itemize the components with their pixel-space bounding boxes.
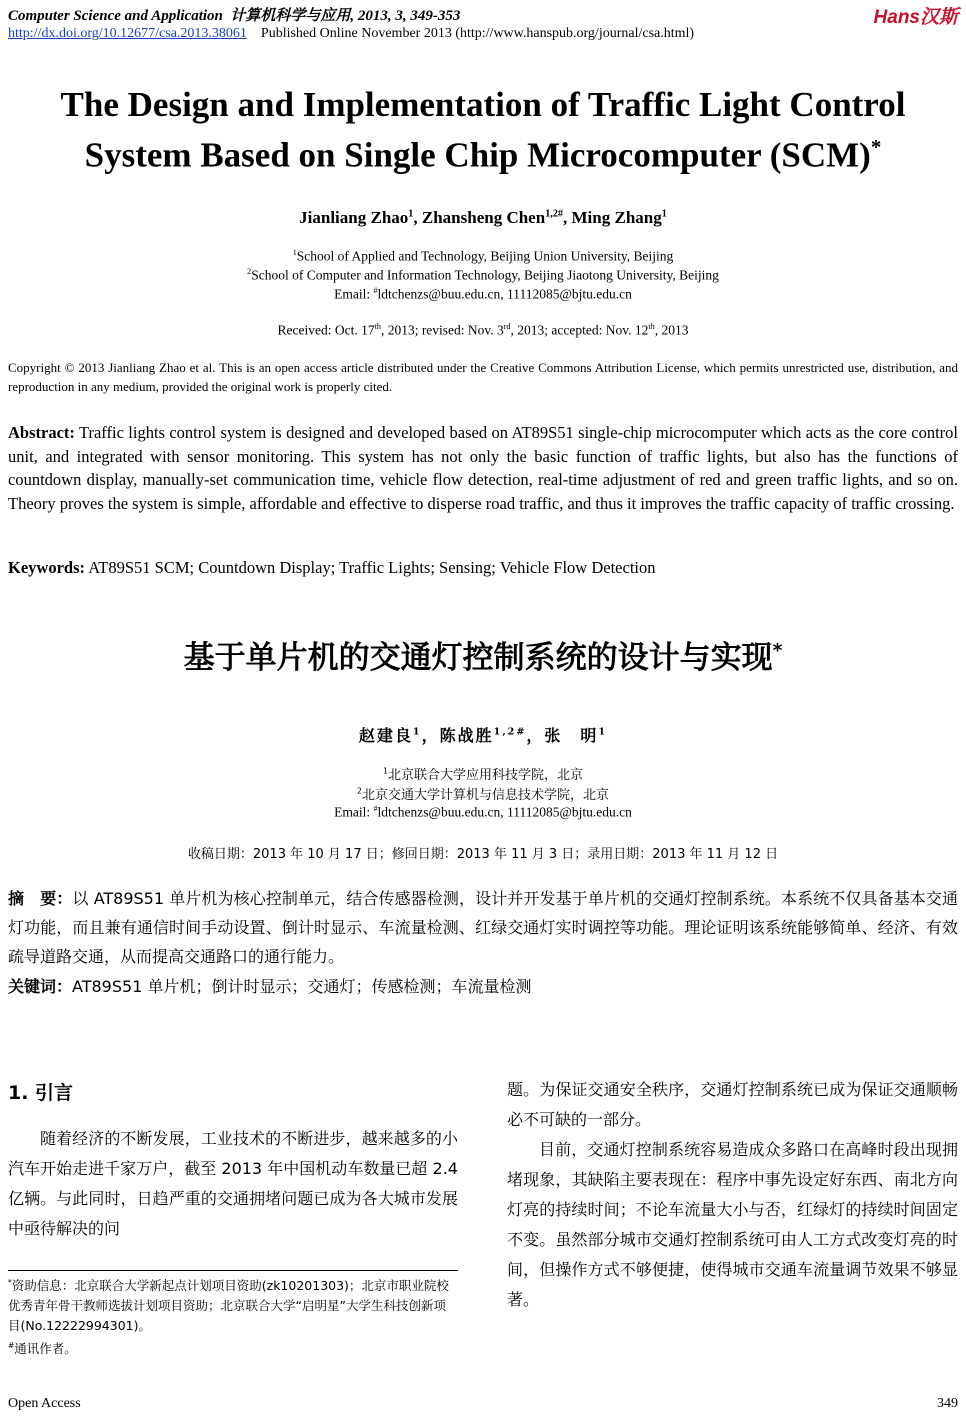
body-column-left bbox=[8, 1124, 458, 1244]
authors-en: Jianliang Zhao$^1$, Zhansheng Chen$^{1,2\#}$, Ming Zhang$^1$ bbox=[299, 208, 667, 227]
keywords-label: Keywords: bbox=[8, 558, 85, 577]
page-number: 349 bbox=[937, 1396, 958, 1411]
journal-issue: , 2013, 3, 349-353 bbox=[350, 8, 461, 24]
authors-zh: 赵建良$^1$，陈战胜$^{1,2\#}$，张 明$^1$ bbox=[358, 726, 608, 745]
title-footnote-mark: * bbox=[870, 135, 882, 159]
received-dates-zh: 收稿日期：2013 年 10 月 17 日；修回日期：2013 年 11 月 3 日；录用日期：2013 年 11 月 12 日 bbox=[187, 847, 779, 862]
paper-title-en bbox=[0, 84, 966, 177]
paragraph-intro: 随着经济的不断发展，工业技术的不断进步，越来越多的小汽车开始走进千家万户，截至 2013 年中国机动车数量已超 2.4 亿辆。与此同时，日趋严重的交通拥堵问题已成为各大城市发展中亟待解决的问 bbox=[8, 1129, 458, 1238]
abstract-text: Traffic lights control system is designed and developed based on AT89S51 single-chip microcomputer which acts as the core control unit, and integrated with sensor monitoring. This system has not only the basic function of traffic lights, but also has the functions of countdown display, manually-set communication time, vehicle flow detection, real-time adjustment of red and green traffic lights, and so on. Theory proves the system is simple, affordable and effective to disperse road traffic, and thus it improves the traffic capacity of traffic crossing. bbox=[8, 423, 958, 513]
publisher-logo: Hans汉斯 bbox=[873, 7, 958, 28]
section-1-heading: 1. 引言 bbox=[8, 1082, 74, 1104]
doi-link[interactable]: http://dx.doi.org/10.12677/csa.2013.38061 bbox=[8, 26, 247, 41]
journal-header bbox=[8, 4, 460, 25]
doi-line bbox=[8, 26, 694, 42]
keywords-text: AT89S51 SCM; Countdown Display; Traffic Lights; Sensing; Vehicle Flow Detection bbox=[85, 558, 656, 577]
published-note: Published Online November 2013 (http://www.hanspub.org/journal/csa.html) bbox=[260, 26, 695, 41]
abstract-en bbox=[8, 421, 958, 515]
keywords-zh-label: 关键词： bbox=[8, 977, 73, 996]
keywords-en bbox=[8, 558, 958, 578]
copyright-notice: Copyright © 2013 Jianliang Zhao et al. This is an open access article distributed under the Creative Commons Attribution License, which permits unrestricted use, distribution, and reproduction in any medium, provided the original work is properly cited. bbox=[8, 360, 958, 394]
author-3: Ming Zhang bbox=[571, 208, 662, 227]
corresponding-footnote: #通讯作者。 bbox=[8, 1341, 77, 1357]
journal-name-cn: 计算机科学与应用 bbox=[230, 8, 351, 24]
abstract-zh-label: 摘 要： bbox=[8, 889, 73, 908]
affiliation-1: $^1$School of Applied and Technology, Beijing Union University, Beijing bbox=[292, 248, 674, 264]
title-line-2: System Based on Single Chip Microcomputer (SCM) bbox=[84, 135, 871, 175]
affiliation-2: $^2$School of Computer and Information Technology, Beijing Jiaotong University, Beijing bbox=[247, 267, 719, 283]
paragraph-continued: 题。为保证交通安全秩序，交通灯控制系统已成为保证交通顺畅必不可缺的一部分。 bbox=[507, 1080, 958, 1129]
abstract-zh-text: 以 AT89S51 单片机为核心控制单元，结合传感器检测，设计并开发基于单片机的交通灯控制系统。本系统不仅具备基本交通灯功能，而且兼有通信时间手动设置、倒计时显示、车流量检测、红绿交通灯实时调控等功能。理论证明该系统能够简单、经济、有效疏导道路交通，从而提高交通路口的通行能力。 bbox=[8, 889, 958, 966]
title-line-1: The Design and Implementation of Traffic Light Control bbox=[60, 85, 906, 124]
keywords-zh-text: AT89S51 单片机；倒计时显示；交通灯；传感检测；车流量检测 bbox=[72, 977, 532, 996]
funding-footnote: *资助信息：北京联合大学新起点计划项目资助(zk10201303)；北京市职业院校优秀青年骨干教师选拔计划项目资助；北京联合大学“启明星”大学生科技创新项目(No.12222994301)。 bbox=[8, 1278, 449, 1334]
abstract-label: Abstract: bbox=[8, 423, 75, 442]
keywords-zh bbox=[8, 974, 958, 997]
abstract-zh bbox=[8, 884, 958, 971]
author-2: Zhansheng Chen bbox=[421, 208, 546, 227]
affiliation-zh-2: $^2$北京交通大学计算机与信息技术学院，北京 bbox=[357, 786, 609, 803]
journal-name: Computer Science and Application bbox=[8, 8, 223, 24]
open-access-label: Open Access bbox=[8, 1396, 81, 1411]
body-column-right bbox=[507, 1075, 958, 1315]
title-zh-footnote-mark: * bbox=[772, 640, 783, 662]
affiliation-zh-1: $^1$北京联合大学应用科技学院，北京 bbox=[383, 766, 583, 783]
footnotes bbox=[8, 1273, 458, 1359]
footnote-divider bbox=[8, 1270, 458, 1271]
paper-title-zh: 基于单片机的交通灯控制系统的设计与实现* bbox=[183, 640, 783, 676]
email-en: Email: #ldtchenzs@buu.edu.cn, 11112085@bjtu.edu.cn bbox=[334, 286, 632, 302]
email-zh: Email: #ldtchenzs@buu.edu.cn, 11112085@bjtu.edu.cn bbox=[334, 804, 632, 820]
author-1: Jianliang Zhao bbox=[299, 208, 409, 227]
paragraph-current-issues: 目前，交通灯控制系统容易造成众多路口在高峰时段出现拥堵现象，其缺陷主要表现在：程序中事先设定好东西、南北方向灯亮的持续时间；不论车流量大小与否，红绿灯的持续时间固定不变。虽然部分城市交通灯控制系统可由人工方式改变灯亮的时间，但操作方式不够便捷，使得城市交通车流量调节效果不够显著。 bbox=[507, 1140, 958, 1309]
received-dates-en: Received: Oct. 17th, 2013; revised: Nov. 3rd, 2013; accepted: Nov. 12th, 2013 bbox=[277, 322, 689, 338]
